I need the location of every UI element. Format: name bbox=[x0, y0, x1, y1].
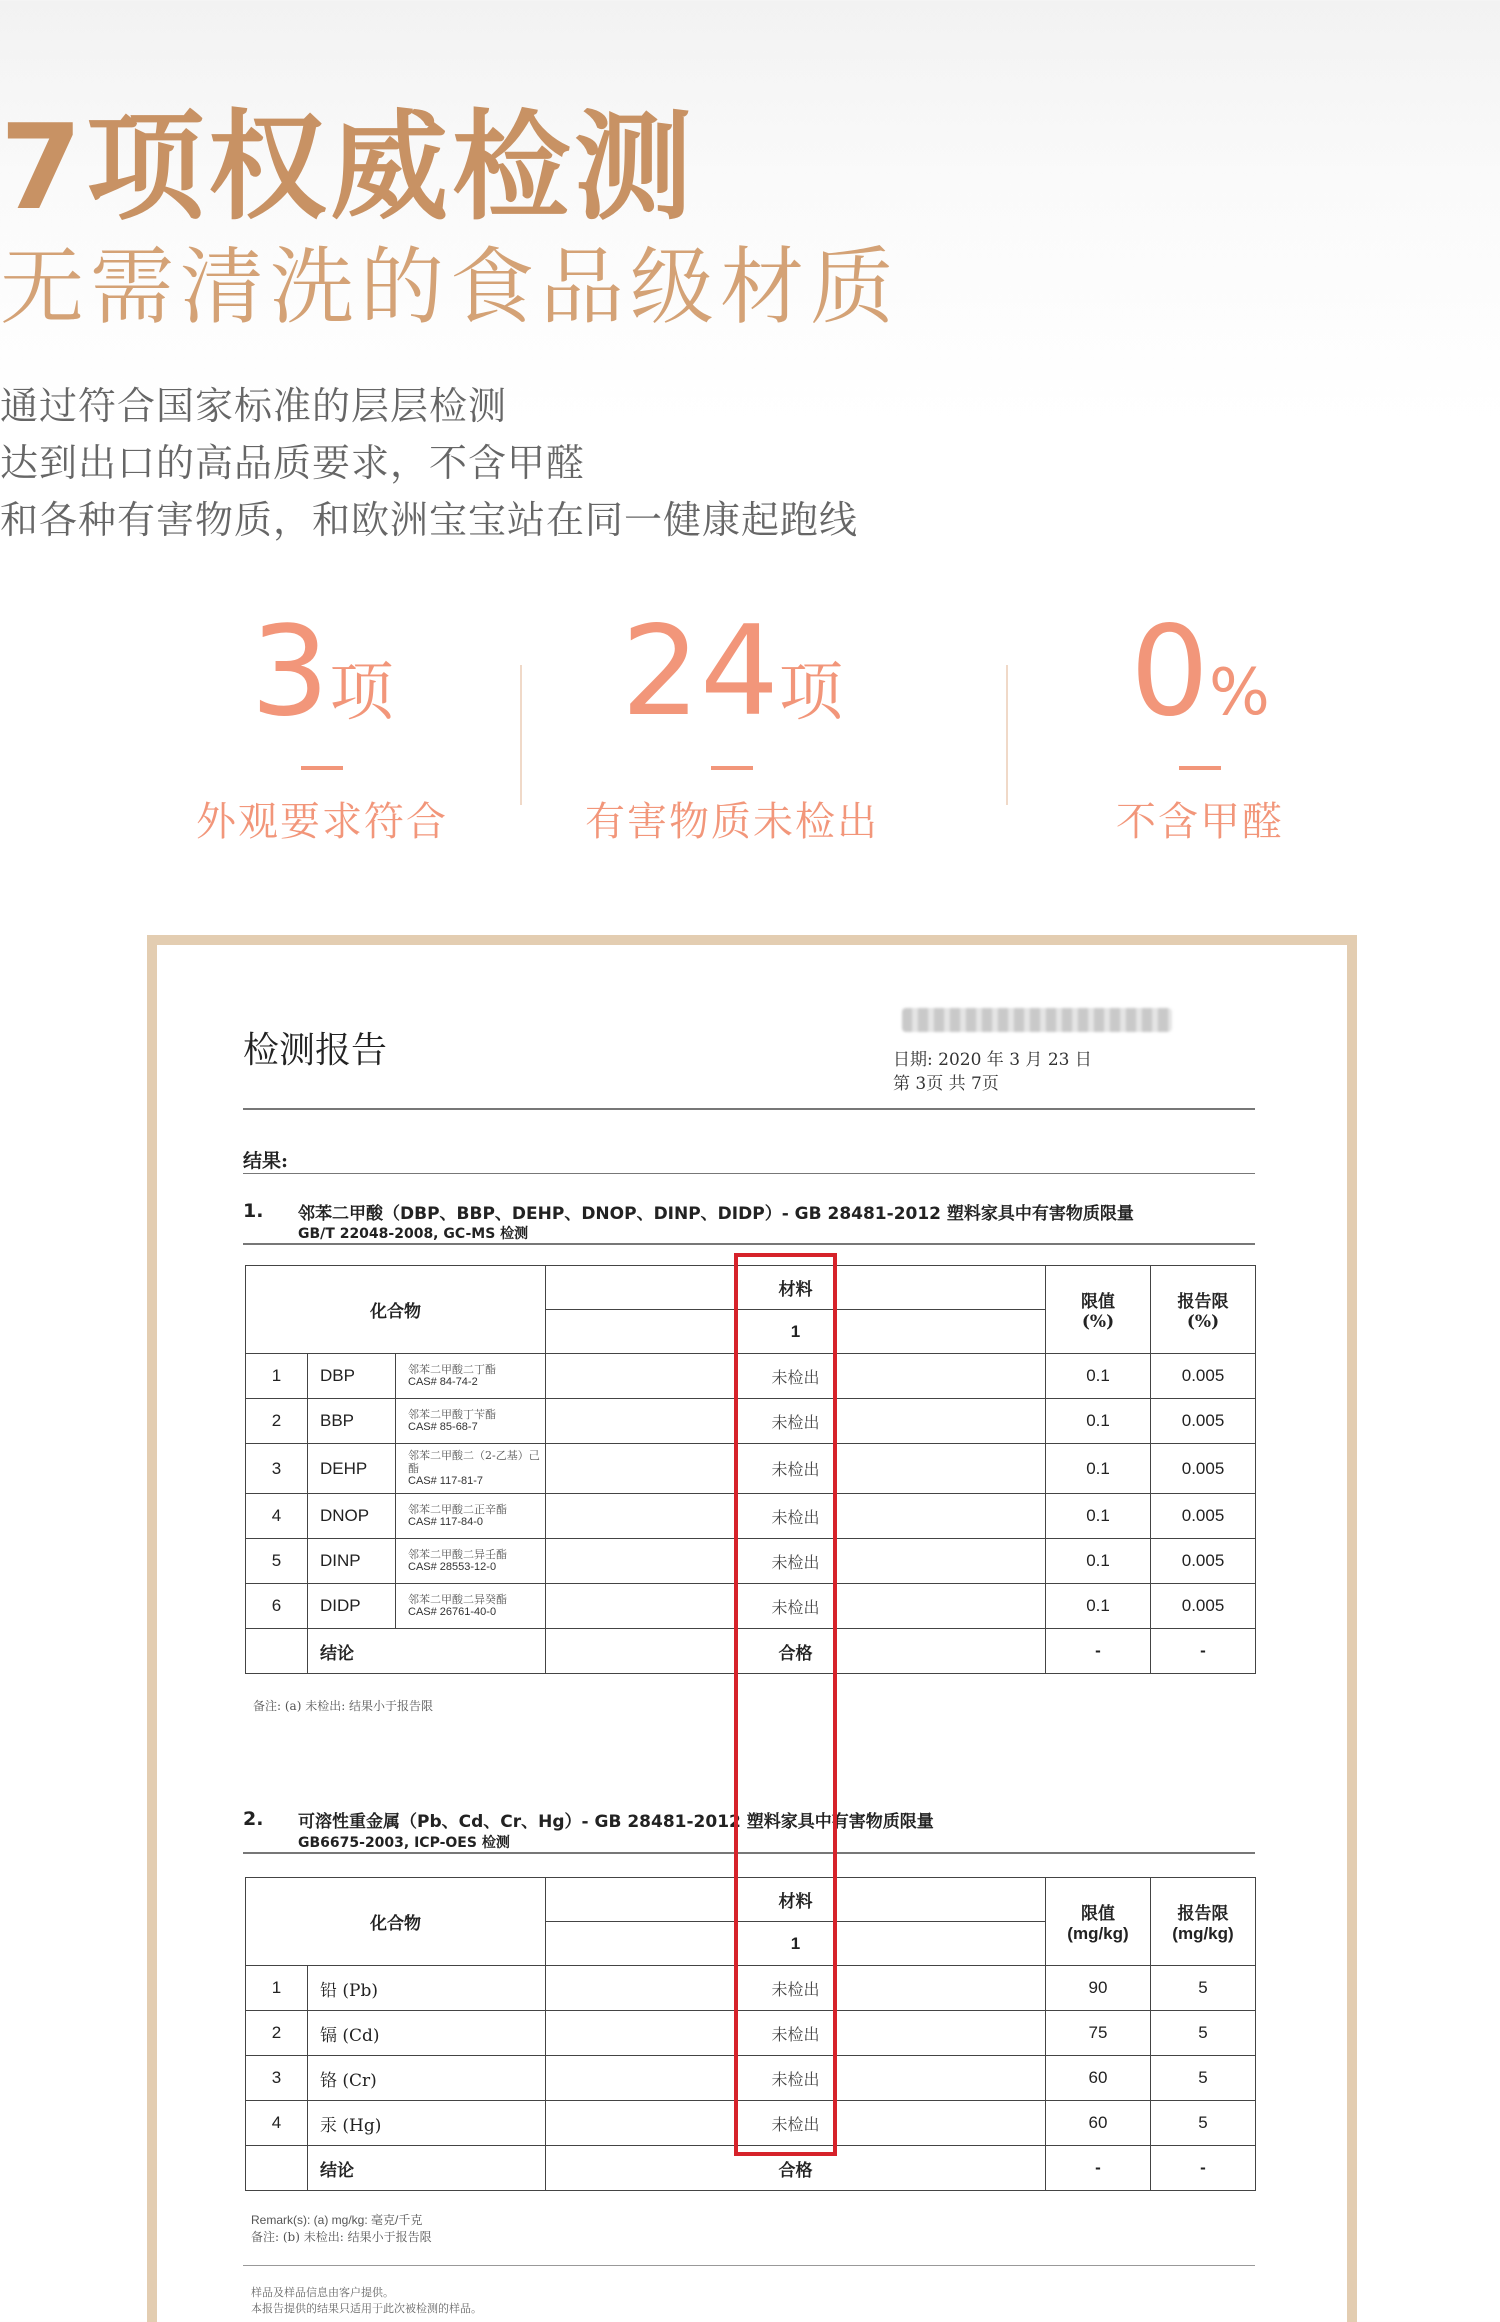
row-limit: 0.1 bbox=[1046, 1399, 1151, 1444]
row-chinese-name: 邻苯二甲酸二（2-乙基）己酯 bbox=[408, 1449, 540, 1475]
row-code: DEHP bbox=[308, 1444, 396, 1494]
report-date: 日期: 2020 年 3 月 23 日 bbox=[893, 1050, 1092, 1070]
report-page: 第 3页 共 7页 bbox=[893, 1074, 999, 1094]
stat-dash bbox=[711, 766, 753, 770]
section-method: GB6675-2003, ICP-OES 检测 bbox=[298, 1835, 510, 1851]
row-result: 未检出 bbox=[771, 1597, 820, 1617]
divider bbox=[243, 1173, 1255, 1174]
header-compound: 化合物 bbox=[246, 1878, 546, 1966]
row-no: 4 bbox=[246, 1494, 308, 1539]
stat-label: 不含甲醛 bbox=[1116, 799, 1284, 845]
row-result: 未检出 bbox=[771, 1507, 820, 1527]
stat-appearance bbox=[112, 600, 532, 847]
conclusion-label: 结论 bbox=[308, 1629, 546, 1674]
remark-line: Remark(s): (a) mg/kg: 毫克/千克 bbox=[251, 2213, 423, 2227]
row-limit: 0.1 bbox=[1046, 1354, 1151, 1399]
conclusion-report-limit: - bbox=[1151, 2146, 1256, 2191]
row-name: 铅 (Pb) bbox=[308, 1966, 546, 2011]
row-name: 铬 (Cr) bbox=[308, 2056, 546, 2101]
row-no: 4 bbox=[246, 2101, 308, 2146]
divider bbox=[243, 1243, 1255, 1245]
row-cas: CAS# 84-74-2 bbox=[408, 1376, 478, 1388]
conclusion-result: 合格 bbox=[546, 2146, 1046, 2191]
row-report-limit: 0.005 bbox=[1151, 1494, 1256, 1539]
row-no: 3 bbox=[246, 2056, 308, 2101]
header-material: 材料 bbox=[746, 1266, 846, 1310]
divider bbox=[243, 1108, 1255, 1110]
stat-number: 3 bbox=[250, 600, 330, 744]
row-no: 2 bbox=[246, 1399, 308, 1444]
header-limit: 限值 (%) bbox=[1046, 1266, 1151, 1354]
description-line: 达到出口的高品质要求，不含甲醛 bbox=[0, 441, 586, 485]
row-limit: 90 bbox=[1046, 1966, 1151, 2011]
row-code: DNOP bbox=[308, 1494, 396, 1539]
row-limit: 75 bbox=[1046, 2011, 1151, 2056]
description-line: 通过符合国家标准的层层检测 bbox=[0, 384, 508, 428]
row-no: 5 bbox=[246, 1539, 308, 1584]
stat-divider bbox=[1006, 665, 1008, 805]
stat-divider bbox=[520, 665, 522, 805]
row-no: 3 bbox=[246, 1444, 308, 1494]
header-material-no: 1 bbox=[746, 1922, 846, 1966]
section-number: 2. bbox=[243, 1808, 264, 1830]
row-report-limit: 0.005 bbox=[1151, 1444, 1256, 1494]
row-result: 未检出 bbox=[771, 1367, 820, 1387]
row-cas: CAS# 28553-12-0 bbox=[408, 1561, 497, 1573]
row-result: 未检出 bbox=[771, 1552, 820, 1572]
stats-row bbox=[0, 600, 1500, 845]
section-title: 可溶性重金属（Pb、Cd、Cr、Hg）- GB 28481-2012 塑料家具中有害物质限量 bbox=[298, 1812, 934, 1832]
row-cas: CAS# 117-81-7 bbox=[408, 1475, 484, 1487]
header-material: 材料 bbox=[746, 1878, 846, 1922]
row-no: 1 bbox=[246, 1966, 308, 2011]
description-line: 和各种有害物质，和欧洲宝宝站在同一健康起跑线 bbox=[0, 498, 859, 542]
row-report-limit: 5 bbox=[1151, 2101, 1256, 2146]
description bbox=[0, 378, 1500, 549]
row-limit: 0.1 bbox=[1046, 1444, 1151, 1494]
row-result: 未检出 bbox=[771, 2114, 820, 2134]
footer-line: 样品及样品信息由客户提供。 bbox=[251, 2286, 394, 2299]
row-name: 汞 (Hg) bbox=[308, 2101, 546, 2146]
row-limit: 0.1 bbox=[1046, 1494, 1151, 1539]
row-code: BBP bbox=[308, 1399, 396, 1444]
row-cas: CAS# 117-84-0 bbox=[408, 1516, 484, 1528]
row-chinese-name: 邻苯二甲酸丁苄酯 bbox=[408, 1408, 496, 1421]
row-report-limit: 0.005 bbox=[1151, 1584, 1256, 1629]
row-cas: CAS# 85-68-7 bbox=[408, 1421, 478, 1433]
stat-number: 0 bbox=[1130, 600, 1210, 744]
header-report-limit: 报告限 (%) bbox=[1151, 1266, 1256, 1354]
stat-harmful bbox=[522, 600, 942, 847]
header-report-limit: 报告限 (mg/kg) bbox=[1151, 1878, 1256, 1966]
section-number: 1. bbox=[243, 1200, 264, 1222]
header-compound: 化合物 bbox=[246, 1266, 546, 1354]
row-cas: CAS# 26761-40-0 bbox=[408, 1606, 497, 1618]
row-no: 2 bbox=[246, 2011, 308, 2056]
results-label: 结果: bbox=[243, 1150, 289, 1172]
row-report-limit: 0.005 bbox=[1151, 1354, 1256, 1399]
conclusion-limit: - bbox=[1046, 1629, 1151, 1674]
stat-number: 24 bbox=[621, 600, 779, 744]
row-no: 1 bbox=[246, 1354, 308, 1399]
highlight-box bbox=[734, 1253, 837, 2156]
section-note: 备注: (a) 未检出: 结果小于报告限 bbox=[253, 1699, 434, 1713]
conclusion-result: 合格 bbox=[546, 1629, 1046, 1674]
section-method: GB/T 22048-2008, GC-MS 检测 bbox=[298, 1226, 529, 1242]
row-limit: 0.1 bbox=[1046, 1584, 1151, 1629]
row-code: DIDP bbox=[308, 1584, 396, 1629]
row-result: 未检出 bbox=[771, 1460, 820, 1479]
row-report-limit: 5 bbox=[1151, 2011, 1256, 2056]
stat-label: 有害物质未检出 bbox=[585, 799, 879, 845]
row-limit: 60 bbox=[1046, 2056, 1151, 2101]
row-report-limit: 0.005 bbox=[1151, 1399, 1256, 1444]
section-title: 邻苯二甲酸（DBP、BBP、DEHP、DNOP、DINP、DIDP）- GB 28481-2012 塑料家具中有害物质限量 bbox=[298, 1204, 1134, 1224]
header-limit: 限值 (mg/kg) bbox=[1046, 1878, 1151, 1966]
row-no: 6 bbox=[246, 1584, 308, 1629]
row-result: 未检出 bbox=[771, 2069, 820, 2089]
stat-dash bbox=[1179, 766, 1221, 770]
page-subtitle: 无需清洗的食品级材质 bbox=[0, 238, 901, 336]
stat-unit: % bbox=[1209, 656, 1270, 730]
conclusion-label: 结论 bbox=[308, 2146, 546, 2191]
row-limit: 0.1 bbox=[1046, 1539, 1151, 1584]
report-number-blurred bbox=[902, 1008, 1172, 1032]
row-report-limit: 0.005 bbox=[1151, 1539, 1256, 1584]
row-report-limit: 5 bbox=[1151, 1966, 1256, 2011]
row-result: 未检出 bbox=[771, 1412, 820, 1432]
conclusion-limit: - bbox=[1046, 2146, 1151, 2191]
row-code: DBP bbox=[308, 1354, 396, 1399]
report-title: 检测报告 bbox=[243, 1030, 388, 1071]
stat-dash bbox=[301, 766, 343, 770]
row-chinese-name: 邻苯二甲酸二异壬酯 bbox=[408, 1548, 507, 1561]
page-title: 7项权威检测 bbox=[0, 98, 697, 236]
row-limit: 60 bbox=[1046, 2101, 1151, 2146]
conclusion-report-limit: - bbox=[1151, 1629, 1256, 1674]
stat-formaldehyde bbox=[990, 600, 1410, 847]
stat-unit: 项 bbox=[329, 656, 394, 730]
row-chinese-name: 邻苯二甲酸二异癸酯 bbox=[408, 1593, 507, 1606]
stat-label: 外观要求符合 bbox=[196, 799, 448, 845]
stat-unit: 项 bbox=[778, 656, 843, 730]
footer-line: 本报告提供的结果只适用于此次被检测的样品。 bbox=[251, 2302, 482, 2315]
row-chinese-name: 邻苯二甲酸二丁酯 bbox=[408, 1363, 496, 1376]
remark-line: 备注: (b) 未检出: 结果小于报告限 bbox=[251, 2230, 432, 2244]
header-material-no: 1 bbox=[746, 1310, 846, 1354]
row-report-limit: 5 bbox=[1151, 2056, 1256, 2101]
row-name: 镉 (Cd) bbox=[308, 2011, 546, 2056]
divider bbox=[243, 2265, 1255, 2266]
row-chinese-name: 邻苯二甲酸二正辛酯 bbox=[408, 1503, 507, 1516]
row-result: 未检出 bbox=[771, 1979, 820, 1999]
row-code: DINP bbox=[308, 1539, 396, 1584]
row-result: 未检出 bbox=[771, 2024, 820, 2044]
